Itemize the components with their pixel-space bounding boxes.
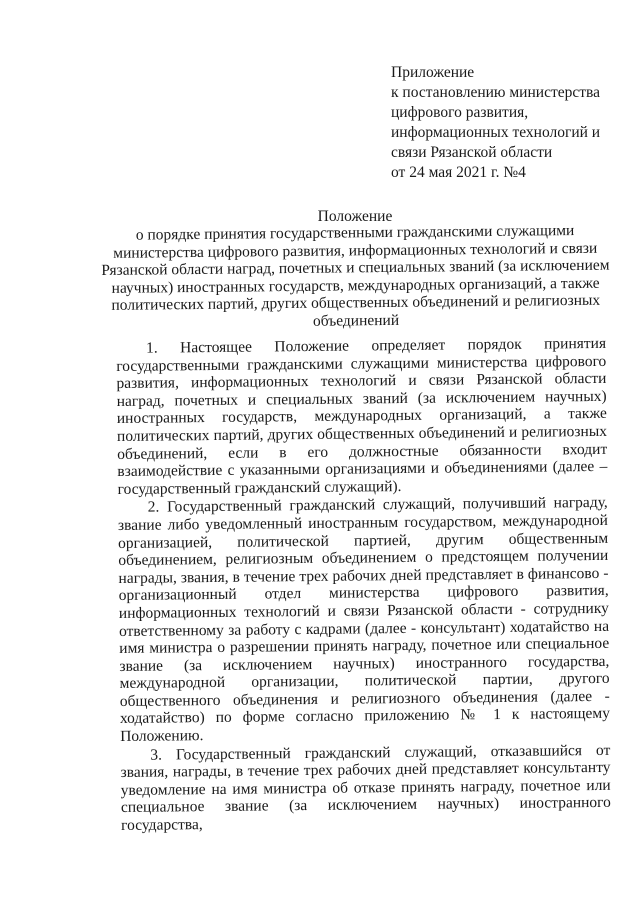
appendix-line: связи Рязанской области [391, 144, 553, 161]
document-body [116, 335, 611, 835]
appendix-line: от 24 мая 2021 г. №4 [391, 164, 526, 181]
appendix-line: к постановлению министерства [391, 84, 601, 101]
paragraph-3: 3. Государственный гражданский служащий, отказавшийся от звания, награды, в течение трех рабочих дней представляет консультанту уведомление на имя министра об отказе принять награду, почетное или специальное звание (за исключением научных) иностранного государства, [120, 741, 611, 835]
paragraph-1: 1. Настоящее Положение определяет порядок принятия государственными гражданскими служащими министерства цифрового развития, информационных технологий и связи Рязанской области наград, почетных и специальных званий (за исключением научных) иностранных государств, международных организаций, а также политических партий, других общественных объединений и религиозных объединений, если в его должностные обязанности входит взаимодействие с указанными организациями и объединениями (далее – государственный гражданский служащий). [116, 334, 608, 498]
appendix-line: Приложение [391, 64, 475, 81]
appendix-line: информационных технологий и [391, 124, 601, 141]
appendix-header [391, 63, 621, 183]
paragraph-2: 2. Государственный гражданский служащий, получивший награду, звание либо уведомленный иностранным государством, международной организацией, политической партией, другим общественным объединением, религиозным объединением о предстоящем получении награды, звания, в течение трех рабочих дней представляет в финансово - организационный отдел министерства цифрового развития, информационных технологий и связи Рязанской области - сотруднику ответственному за работу с кадрами (далее - консультант) ходатайство на имя министра о разрешении принять награду, почетное или специальное звание (за исключением научных) иностранного государства, международной организации, политической партии, другого общественного объединения и религиозного объединения (далее - ходатайство) по форме согласно приложению № 1 к настоящему Положению. [117, 494, 611, 746]
document-subtitle: о порядке принятия государственными гражданскими служащими министерства цифрового развития, информационных технологий и связи Рязанской области наград, почетных и специальных званий (за исключением научных) иностранных государств, международных организаций, а также политических партий, других общественных объединений и религиозных объединений [101, 222, 610, 330]
document-title: Положение [317, 208, 393, 225]
appendix-line: цифрового развития, [391, 104, 529, 121]
